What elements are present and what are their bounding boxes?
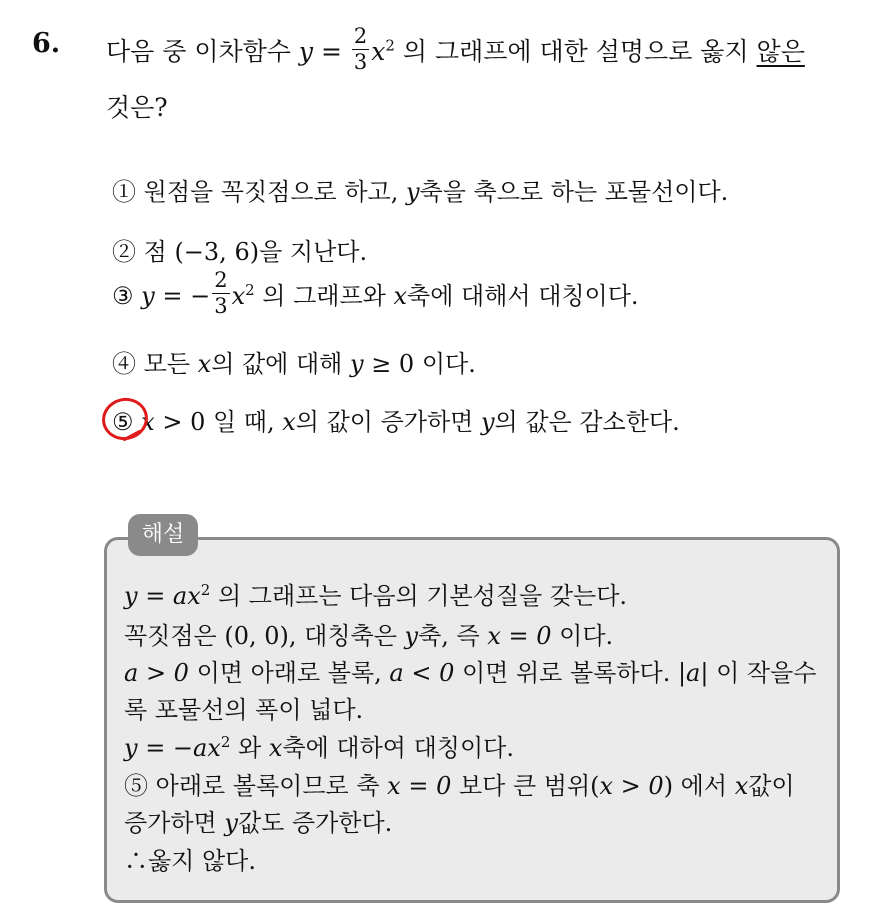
math-var: y	[350, 350, 364, 378]
option-marker: ②	[112, 238, 136, 266]
solution-line-4: 록 포물선의 폭이 넓다.	[124, 696, 364, 724]
math-expr: x = 0	[487, 622, 552, 650]
exponent: 2	[245, 281, 255, 299]
solution-text: 이 작을수	[708, 659, 817, 687]
option-marker: ④	[112, 350, 136, 378]
solution-text: 축에 대하여 대칭이다.	[282, 734, 514, 762]
question-stem-line2: 것은?	[106, 93, 168, 122]
solution-text: ⑤ 아래로 볼록이므로 축	[124, 772, 388, 800]
option-text: ≥ 0 이다.	[363, 350, 476, 378]
solution-line-5	[124, 728, 514, 763]
solution-line-1	[124, 576, 627, 611]
option-text: 의 값에 대해	[211, 350, 350, 378]
option-4[interactable]	[112, 344, 476, 379]
option-3[interactable]	[112, 268, 639, 321]
math-expr: y = −	[133, 282, 211, 310]
option-text: 의 값이 증가하면	[295, 408, 481, 436]
math-expr: y = −ax	[124, 734, 221, 762]
solution-line-3	[124, 653, 816, 688]
option-5[interactable]	[112, 402, 680, 437]
math-var: x	[141, 408, 155, 436]
math-expr: x > 0	[599, 772, 664, 800]
math-var: x	[197, 350, 212, 378]
question-number: 6.	[32, 28, 61, 59]
option-marker: ⑤	[112, 408, 134, 436]
question-stem	[106, 24, 805, 77]
fraction-numerator: 2	[214, 268, 228, 292]
solution-line-6	[124, 766, 795, 801]
option-text: 의 그래프와	[254, 282, 394, 310]
exponent: 2	[200, 581, 211, 599]
math-var: y	[405, 178, 420, 206]
exponent: 2	[220, 733, 231, 751]
solution-text: 꼭짓점은 (0, 0), 대칭축은	[124, 622, 405, 650]
solution-tag: 해설	[128, 514, 198, 556]
math-expr: x = 0	[387, 772, 452, 800]
math-var: y	[224, 809, 238, 837]
option-1[interactable]	[112, 172, 728, 207]
solution-line-2	[124, 616, 613, 651]
solution-text: 증가하면	[124, 809, 225, 837]
option-2[interactable]	[112, 232, 367, 267]
exponent: 2	[385, 36, 395, 55]
solution-text: 값이	[748, 772, 795, 800]
math-expr: a < 0	[389, 659, 455, 687]
fraction-denominator: 3	[214, 294, 228, 318]
math-var: x	[231, 282, 246, 310]
solution-text: 이면 위로 볼록하다.	[454, 659, 678, 687]
solution-text: 와	[230, 734, 269, 762]
solution-text: ) 에서	[663, 772, 735, 800]
solution-text: 의 그래프는 다음의 기본성질을 갖는다.	[210, 582, 628, 610]
solution-line-8: ∴옳지 않다.	[124, 847, 256, 875]
math-var: y	[480, 408, 495, 436]
math-var: x	[393, 282, 408, 310]
solution-line-7	[124, 803, 392, 838]
variable-x: x	[371, 37, 386, 66]
stem-underlined: 않은	[756, 37, 805, 66]
solution-text: 이면 아래로 볼록,	[188, 659, 390, 687]
fraction-numerator: 2	[353, 24, 368, 48]
stem-text-after: 의 그래프에 대한 설명으로 옳지	[394, 37, 757, 66]
option-marker: ①	[112, 178, 136, 206]
option-text: 축에 대해서 대칭이다.	[407, 282, 639, 310]
stem-text-before: 다음 중 이차함수	[106, 37, 299, 66]
math-expr: a > 0	[124, 659, 189, 687]
fraction	[212, 270, 229, 317]
solution-text: 이다.	[551, 622, 614, 650]
solution-text: 값도 증가한다.	[237, 809, 393, 837]
math-var: y	[404, 622, 419, 650]
equals-sign: =	[313, 37, 350, 66]
func-lhs: y	[298, 37, 314, 66]
math-expr: |a|	[677, 659, 709, 687]
fraction-denominator: 3	[353, 50, 368, 74]
option-text: 축을 축으로 하는 포물선이다.	[419, 178, 729, 206]
option-text: 점 (−3, 6)을 지난다.	[136, 238, 368, 266]
option-marker: ③	[112, 282, 134, 310]
solution-text: 축, 즉	[418, 622, 488, 650]
math-var: x	[282, 408, 296, 436]
math-var: x	[268, 734, 283, 762]
option-text: 원점을 꼭짓점으로 하고,	[136, 178, 406, 206]
math-expr: y = ax	[124, 582, 201, 610]
option-text: 모든	[136, 350, 198, 378]
option-text: 의 값은 감소한다.	[494, 408, 680, 436]
solution-text: 보다 큰 범위(	[451, 772, 600, 800]
math-var: x	[734, 772, 749, 800]
option-text: > 0 일 때,	[154, 408, 283, 436]
fraction	[352, 26, 369, 73]
